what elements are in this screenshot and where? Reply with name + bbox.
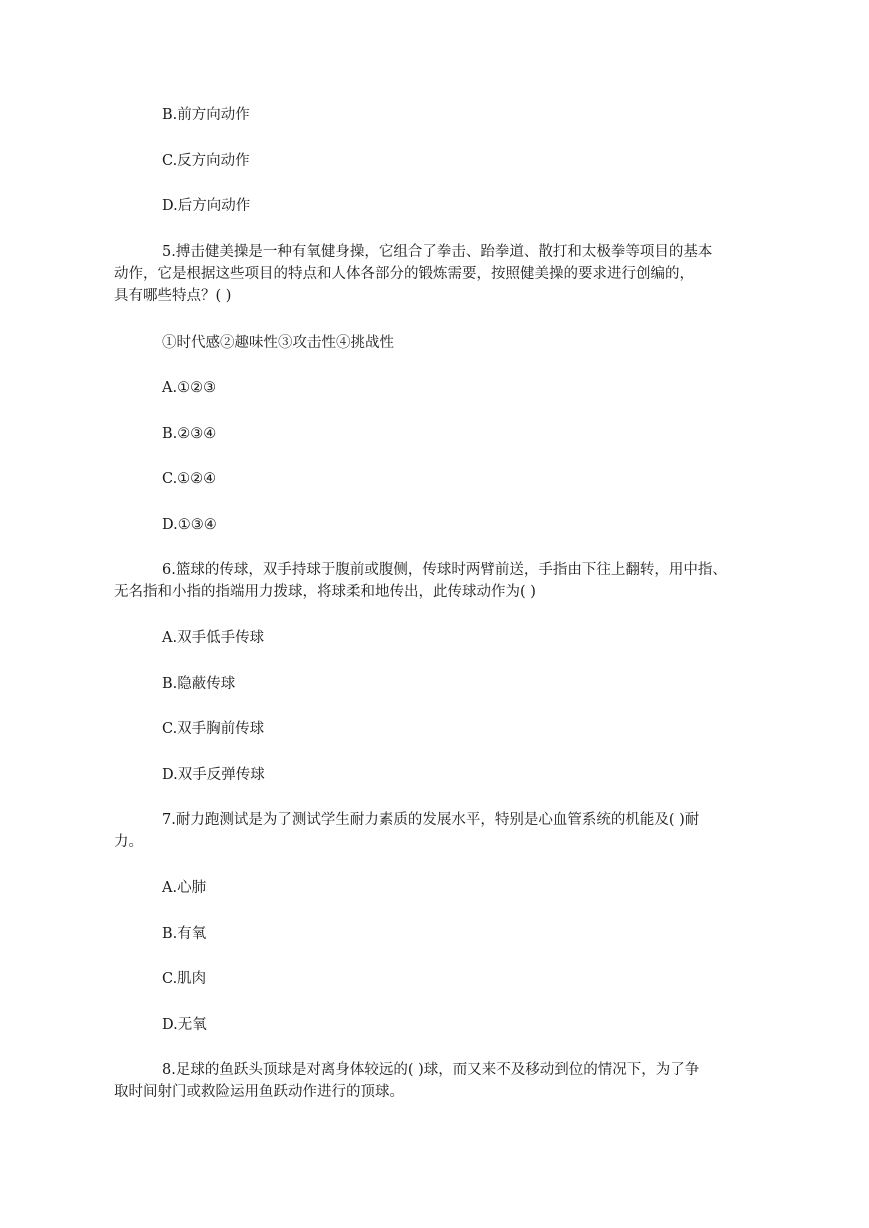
q5-stem [114, 241, 742, 307]
q7-stem-line-1: 7.耐力跑测试是为了测试学生耐力素质的发展水平，特别是心血管系统的机能及( )耐 [162, 812, 700, 828]
q5-stem-line-2: 动作，它是根据这些项目的特点和人体各部分的锻炼需要，按照健美操的要求进行创编的， [114, 266, 694, 282]
q8-stem [114, 1059, 742, 1103]
q4-option-c: C.反方向动作 [162, 153, 250, 169]
q5-stem-line-1: 5.搏击健美操是一种有氧健身操，它组合了拳击、跆拳道、散打和太极拳等项目的基本 [162, 244, 713, 260]
q6-option-d: D.双手反弹传球 [162, 767, 265, 783]
q4-option-b: B.前方向动作 [162, 107, 250, 123]
q7-option-b: B.有氧 [162, 926, 207, 942]
q5-option-b: B.②③④ [162, 426, 217, 442]
q5-statements: ①时代感②趣味性③攻击性④挑战性 [162, 335, 394, 351]
q6-stem-line-1: 6.篮球的传球，双手持球于腹前或腹侧，传球时两臂前送，手指由下往上翻转，用中指、 [162, 562, 727, 578]
q6-stem [114, 559, 742, 603]
q7-option-c: C.肌肉 [162, 971, 207, 987]
q6-option-c: C.双手胸前传球 [162, 721, 265, 737]
q6-option-b: B.隐蔽传球 [162, 676, 236, 692]
q7-option-d: D.无氧 [162, 1017, 207, 1033]
q5-option-c: C.①②④ [162, 471, 217, 487]
q6-option-a: A.双手低手传球 [162, 630, 265, 646]
q5-option-d: D.①③④ [162, 517, 217, 533]
q7-option-a: A.心肺 [162, 880, 207, 896]
q6-stem-line-2: 无名指和小指的指端用力拨球，将球柔和地传出，此传球动作为( ) [114, 584, 536, 600]
q7-stem [114, 809, 742, 853]
q5-stem-line-3: 具有哪些特点？( ) [114, 288, 232, 304]
q8-stem-line-1: 8.足球的鱼跃头顶球是对离身体较远的( )球，而又来不及移动到位的情况下，为了争 [162, 1062, 700, 1078]
q7-stem-line-2: 力。 [114, 834, 143, 850]
q5-option-a: A.①②③ [162, 380, 217, 396]
q4-option-d: D.后方向动作 [162, 198, 251, 214]
q8-stem-line-2: 取时间射门或救险运用鱼跃动作进行的顶球。 [114, 1084, 404, 1100]
